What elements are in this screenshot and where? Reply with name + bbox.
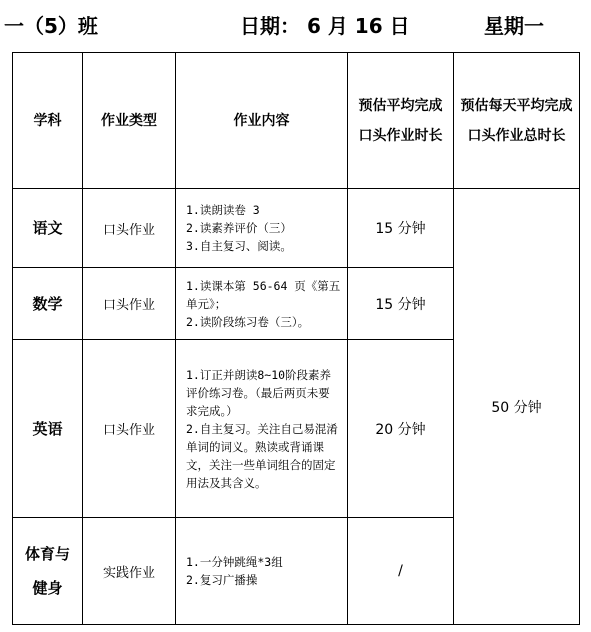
row-content bbox=[176, 340, 348, 518]
row-duration: 20 分钟 bbox=[348, 340, 454, 518]
table-row bbox=[13, 189, 580, 268]
col-header-subject: 学科 bbox=[13, 53, 83, 189]
date-label: 日期： 6 月 16 日 bbox=[240, 14, 410, 38]
row-subject: 语文 bbox=[13, 189, 83, 268]
content-line: 1.一分钟跳绳*3组 bbox=[186, 555, 283, 569]
col-header-daily-total bbox=[454, 53, 580, 189]
content-line: 2.复习广播操 bbox=[186, 573, 258, 587]
content-line: 1.读课本第 56-64 页《第五单元》； bbox=[186, 278, 341, 311]
row-type: 口头作业 bbox=[83, 340, 176, 518]
col-header-type: 作业类型 bbox=[83, 53, 176, 189]
col-header-daily-total-text: 预估每天平均完成口头作业总时长 bbox=[460, 97, 573, 144]
row-duration: 15 分钟 bbox=[348, 189, 454, 268]
content-line: 1.订正并朗读8~10阶段素养评价练习卷。（最后两页未要求完成。） bbox=[186, 367, 332, 418]
col-header-avg-time bbox=[348, 53, 454, 189]
row-content bbox=[176, 268, 348, 340]
col-header-avg-time-text: 预估平均完成口头作业时长 bbox=[358, 97, 443, 144]
daily-total-value: 50 分钟 bbox=[454, 189, 580, 625]
row-type: 实践作业 bbox=[83, 518, 176, 625]
class-label: 一（5）班 bbox=[4, 14, 98, 38]
row-duration: / bbox=[348, 518, 454, 625]
row-subject: 英语 bbox=[13, 340, 83, 518]
content-line: 1.读朗读卷 3 bbox=[186, 203, 260, 217]
weekday-label: 星期一 bbox=[484, 14, 544, 38]
row-type: 口头作业 bbox=[83, 268, 176, 340]
content-line: 2.读阶段练习卷（三）。 bbox=[186, 314, 310, 329]
row-content bbox=[176, 518, 348, 625]
row-duration: 15 分钟 bbox=[348, 268, 454, 340]
table-header-row bbox=[13, 53, 580, 189]
row-content bbox=[176, 189, 348, 268]
row-subject: 数学 bbox=[13, 268, 83, 340]
col-header-content: 作业内容 bbox=[176, 53, 348, 189]
row-subject-text: 体育与健身 bbox=[24, 545, 70, 597]
row-type: 口头作业 bbox=[83, 189, 176, 268]
row-subject bbox=[13, 518, 83, 625]
content-line: 2.自主复习。关注自己易混淆单词的词义。熟读或背诵课文，关注一些单词组合的固定用法及其含义。 bbox=[186, 421, 338, 490]
content-line: 3.自主复习、阅读。 bbox=[186, 239, 292, 253]
homework-table bbox=[12, 52, 580, 625]
content-line: 2.读素养评价（三） bbox=[186, 221, 292, 235]
